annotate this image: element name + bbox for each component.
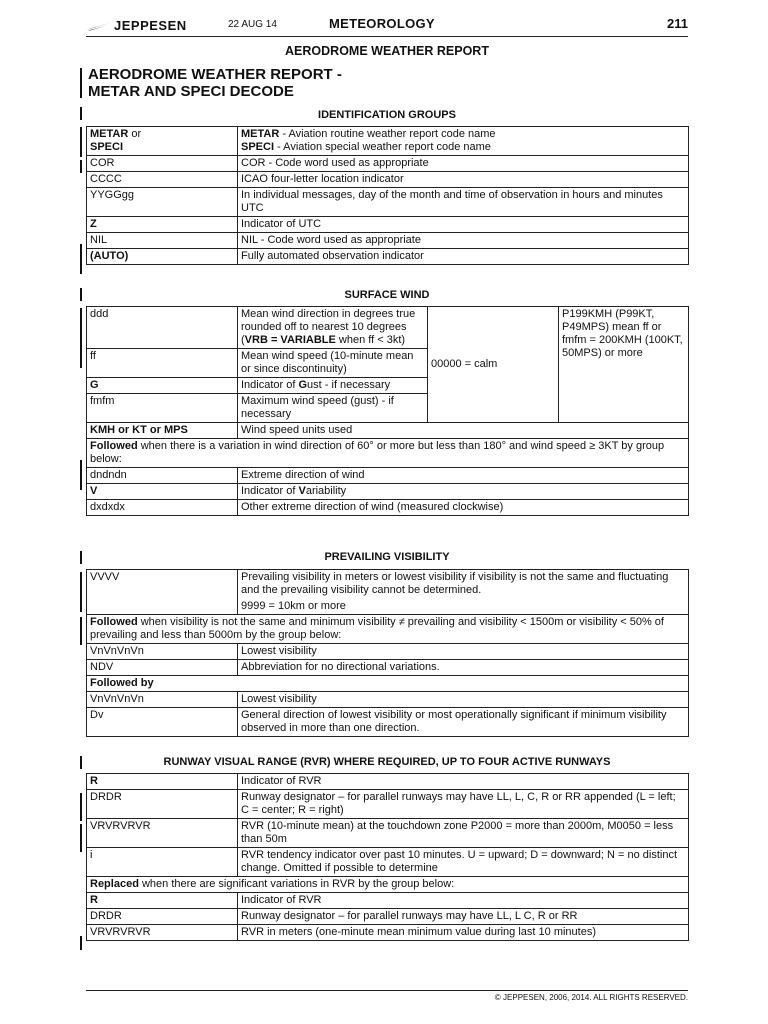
table-row: VRVRVRVR RVR (10-minute mean) at the touchdown zone P2000 = more than 2000m, M0050 = less than 50m — [87, 819, 689, 848]
table-row: dndndn Extreme direction of wind — [87, 468, 689, 484]
surface-wind-heading: SURFACE WIND — [344, 289, 430, 301]
subheader: AERODROME WEATHER REPORT — [285, 44, 489, 58]
table-row: R Indicator of RVR — [87, 893, 689, 909]
identification-heading: IDENTIFICATION GROUPS — [318, 109, 456, 121]
change-bar — [80, 160, 82, 173]
change-bar — [80, 572, 82, 612]
table-row: Followed by — [87, 676, 689, 692]
change-bar — [80, 936, 82, 950]
header-section: METEOROLOGY — [329, 16, 435, 31]
calm-cell: 00000 = calm — [428, 307, 559, 423]
change-bar — [80, 551, 82, 564]
table-row: i RVR tendency indicator over past 10 minutes. U = upward; D = downward; N = no distinct change. Omitted if possible to determine — [87, 848, 689, 877]
jeppesen-logo: JEPPESEN — [86, 18, 187, 33]
table-row: Z Indicator of UTC — [87, 217, 689, 233]
table-row: V Indicator of Variability — [87, 484, 689, 500]
rvr-heading: RUNWAY VISUAL RANGE (RVR) WHERE REQUIRED, UP TO FOUR ACTIVE RUNWAYS — [163, 756, 611, 768]
max-wind-cell: P199KMH (P99KT, P49MPS) mean ff or fmfm = 200KMH (100KT, 50MPS) or more — [559, 307, 689, 423]
page-number: 211 — [667, 16, 688, 31]
table-row: DRDR Runway designator – for parallel runways may have LL, L C, R or RR — [87, 909, 689, 925]
table-row: Followed when visibility is not the same and minimum visibility ≠ prevailing and visibility < 1500m or visibility < 50% of prevailing and less than 5000m by the group below: — [87, 615, 689, 644]
identification-table — [86, 126, 689, 265]
change-bar — [80, 793, 82, 821]
table-row: NDV Abbreviation for no directional variations. — [87, 660, 689, 676]
change-bar — [80, 617, 82, 645]
rvr-table — [86, 773, 689, 941]
table-row: Dv General direction of lowest visibility or most operationally significant if minimum visibility observed in more than one direction. — [87, 708, 689, 737]
table-row: CCCC ICAO four-letter location indicator — [87, 172, 689, 188]
table-row: G Indicator of Gust - if necessary — [87, 378, 689, 394]
key-cell: METAR or SPECI — [87, 127, 238, 156]
table-row: NIL NIL - Code word used as appropriate — [87, 233, 689, 249]
table-row: ff Mean wind speed (10-minute mean or since discontinuity) — [87, 349, 689, 378]
table-row: VRVRVRVR RVR in meters (one-minute mean minimum value during last 10 minutes) — [87, 925, 689, 941]
table-row: KMH or KT or MPS Wind speed units used — [87, 423, 689, 439]
visibility-table — [86, 569, 689, 737]
table-row: R Indicator of RVR — [87, 774, 689, 790]
table-row: VnVnVnVn Lowest visibility — [87, 644, 689, 660]
table-row: VVVV Prevailing visibility in meters or lowest visibility if visibility is not the same and fluctuating and the prevailing visibility cannot be determined. 9999 = 10km or more — [87, 570, 689, 615]
change-bar — [80, 244, 82, 274]
table-row: Followed when there is a variation in wind direction of 60° or more but less than 180° and wind speed ≥ 3KT by group below: — [87, 439, 689, 468]
table-row: (AUTO) Fully automated observation indicator — [87, 249, 689, 265]
change-bar — [80, 107, 82, 120]
change-bar — [80, 127, 82, 157]
table-row: ddd Mean wind direction in degrees true rounded off to nearest 10 degrees (VRB = VARIABLE when ff < 3kt) 00000 = calm P199KMH (P99KT, P49MPS) mean ff or fmfm = 200KMH (100KT, 50MPS) or more — [87, 307, 689, 349]
table-row: fmfm Maximum wind speed (gust) - if necessary — [87, 394, 689, 423]
change-bar — [80, 308, 82, 368]
change-bar — [80, 288, 82, 301]
table-row — [87, 127, 689, 156]
surface-wind-table — [86, 306, 689, 516]
visibility-heading: PREVAILING VISIBILITY — [324, 551, 450, 563]
table-row: VnVnVnVn Lowest visibility — [87, 692, 689, 708]
change-bar — [80, 460, 82, 490]
change-bar — [80, 824, 82, 852]
page-title: AERODROME WEATHER REPORT - METAR AND SPECI DECODE — [88, 66, 342, 100]
header-date: 22 AUG 14 — [228, 19, 277, 30]
value-cell: METAR - Aviation routine weather report code name SPECI - Aviation special weather report code name — [238, 127, 689, 156]
table-row: DRDR Runway designator – for parallel runways may have LL, L, C, R or RR appended (L = left; C = center; R = right) — [87, 790, 689, 819]
page-header — [86, 14, 688, 37]
table-row: COR COR - Code word used as appropriate — [87, 156, 689, 172]
copyright: © JEPPESEN, 2006, 2014. ALL RIGHTS RESERVED. — [494, 993, 688, 1002]
table-row: YYGGgg In individual messages, day of the month and time of observation in hours and minutes UTC — [87, 188, 689, 217]
table-row: Replaced when there are significant variations in RVR by the group below: — [87, 877, 689, 893]
change-bar — [80, 68, 82, 98]
change-bar — [80, 756, 82, 769]
swoosh-icon — [86, 22, 110, 32]
table-row: dxdxdx Other extreme direction of wind (measured clockwise) — [87, 500, 689, 516]
footer-rule — [86, 990, 688, 991]
